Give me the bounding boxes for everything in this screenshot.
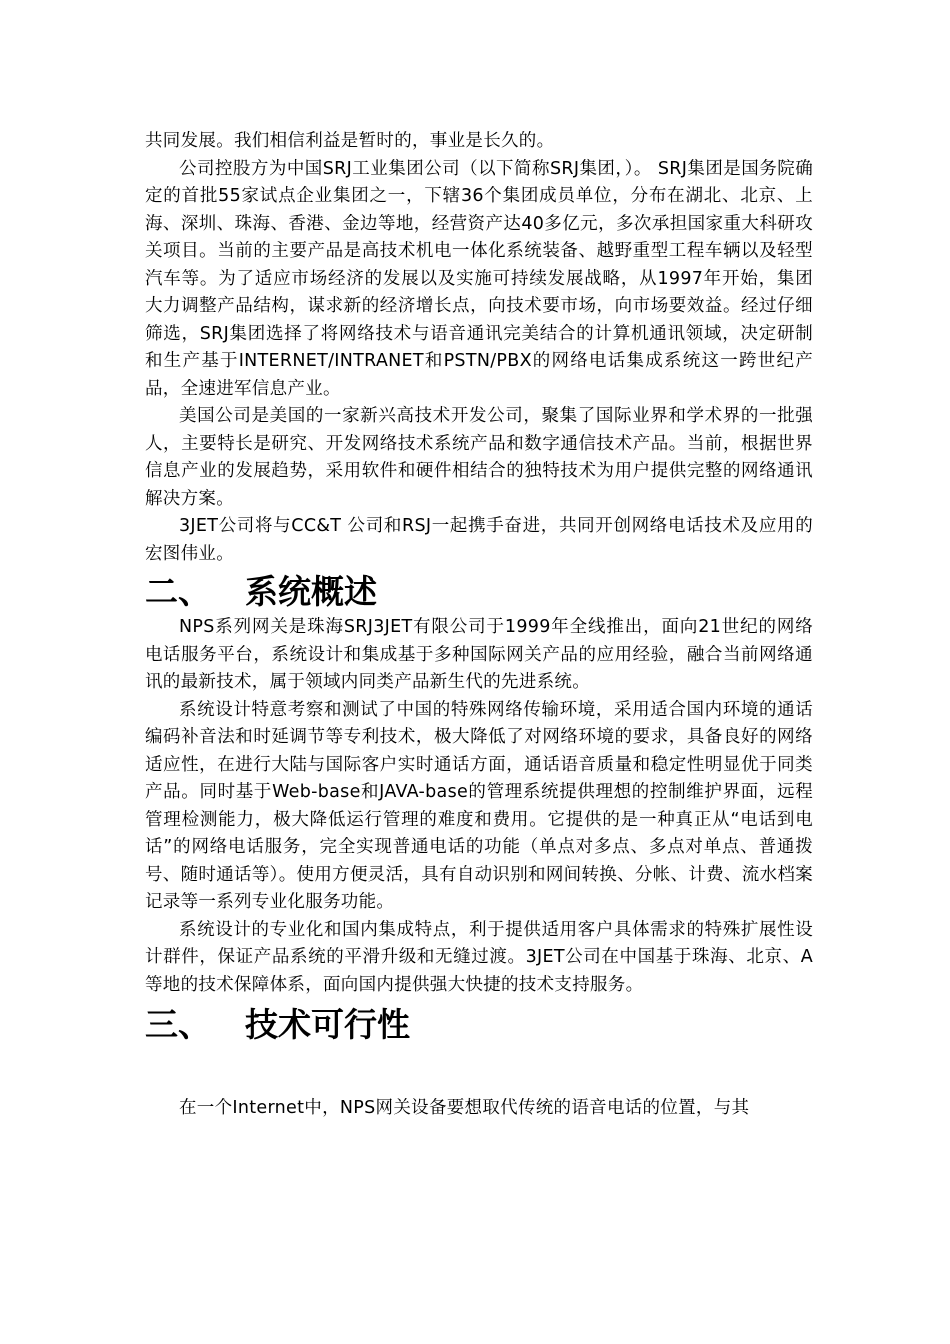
section-2-paragraph-3: 系统设计的专业化和国内集成特点，利于提供适用客户具体需求的特殊扩展性设计群件，保证产品系统的平滑升级和无缝过渡。3JET公司在中国基于珠海、北京、A等地的技术保障体系，面向国内提供强大快捷的技术支持服务。: [145, 919, 813, 995]
section-3-number: 三、: [145, 1005, 211, 1044]
blank-space: [145, 1047, 813, 1095]
section-2-heading: [145, 570, 813, 614]
section-3-title: 技术可行性: [245, 1005, 410, 1044]
intro-paragraph-3: 美国公司是美国的一家新兴高技术开发公司，聚集了国际业界和学术界的一批强人，主要特长是研究、开发网络技术系统产品和数字通信技术产品。当前，根据世界信息产业的发展趋势，采用软件和硬件相结合的独特技术为用户提供完整的网络通讯解决方案。: [145, 406, 813, 509]
document-page: [145, 128, 813, 1123]
intro-paragraph-2: 公司控股方为中国SRJ工业集团公司（以下简称SRJ集团，）。 SRJ集团是国务院确定的首批55家试点企业集团之一，下辖36个集团成员单位，分布在湖北、北京、上海、深圳、珠海、香港、金边等地，经营资产达40多亿元，多次承担国家重大科研攻关项目。当前的主要产品是高技术机电一体化系统装备、越野重型工程车辆以及轻型汽车等。为了适应市场经济的发展以及实施可持续发展战略，从1997年开始，集团大力调整产品结构，谋求新的经济增长点，向技术要市场，向市场要效益。经过仔细筛选，SRJ集团选择了将网络技术与语音通讯完美结合的计算机通讯领域，决定研制和生产基于INTERNET/INTRANET和PSTN/PBX的网络电话集成系统这一跨世纪产品，全速进军信息产业。: [145, 158, 813, 399]
section-3-heading: [145, 1003, 813, 1047]
intro-paragraph-1: 共同发展。我们相信利益是暂时的，事业是长久的。: [145, 131, 555, 151]
section-2-paragraph-1: NPS系列网关是珠海SRJ3JET有限公司于1999年全线推出，面向21世纪的网络电话服务平台，系统设计和集成基于多种国际网关产品的应用经验，融合当前网络通讯的最新技术，属于领域内同类产品新生代的先进系统。: [145, 617, 813, 692]
section-2-title: 系统概述: [245, 572, 377, 611]
section-3-paragraph-1: 在一个Internet中，NPS网关设备要想取代传统的语音电话的位置，与其: [179, 1098, 750, 1118]
intro-paragraph-4: 3JET公司将与CC&T 公司和RSJ一起携手奋进，共同开创网络电话技术及应用的宏图伟业。: [145, 516, 813, 564]
section-2-number: 二、: [145, 572, 211, 611]
section-2-paragraph-2: 系统设计特意考察和测试了中国的特殊网络传输环境，采用适合国内环境的通话编码补音法和时延调节等专利技术，极大降低了对网络环境的要求，具备良好的网络适应性，在进行大陆与国际客户实时通话方面，通话语音质量和稳定性明显优于同类产品。同时基于Web-base和JAVA-base的管理系统提供理想的控制维护界面，远程管理检测能力，极大降低运行管理的难度和费用。它提供的是一种真正从“电话到电话”的网络电话服务，完全实现普通电话的功能（单点对多点、多点对单点、普通拨号、随时通话等）。使用方便灵活，具有自动识别和网间转换、分帐、计费、流水档案记录等一系列专业化服务功能。: [145, 699, 813, 912]
